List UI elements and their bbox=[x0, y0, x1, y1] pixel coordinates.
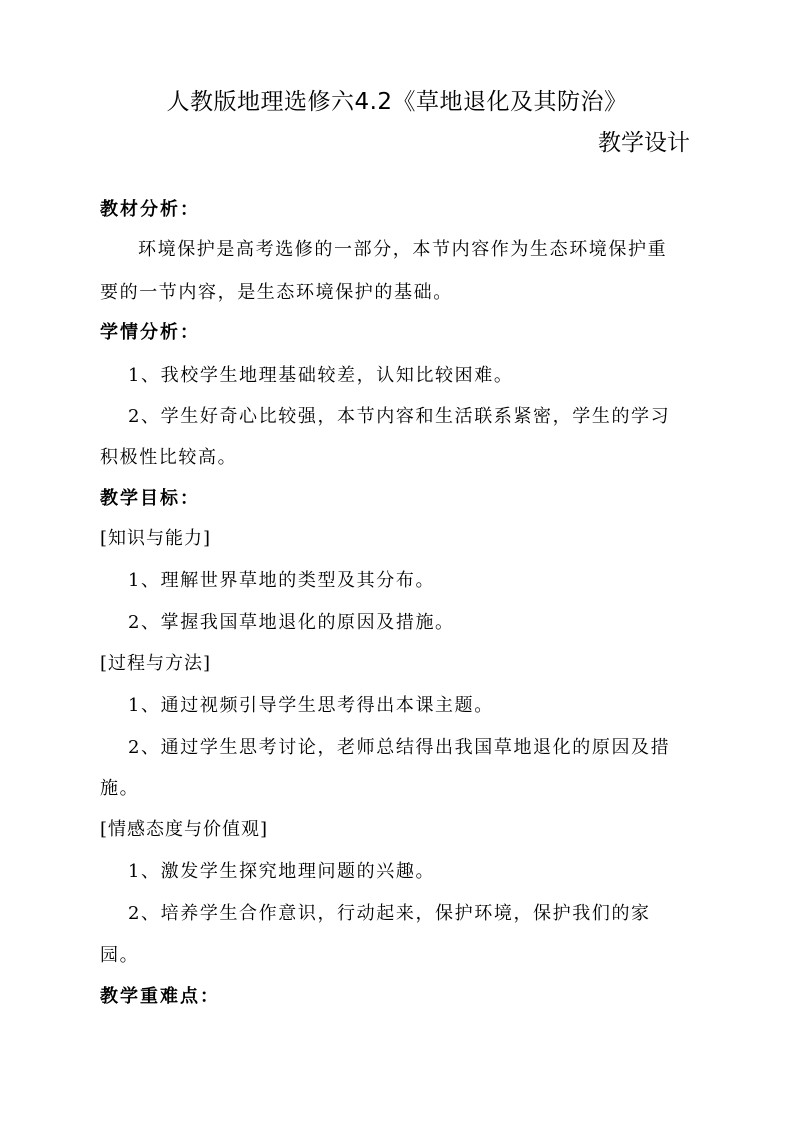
student-analysis-item1: 1、我校学生地理基础较差，认知比较困难。 bbox=[128, 365, 514, 386]
goals-emotion-item2-line1: 2、培养学生合作意识，行动起来，保护环境，保护我们的家 bbox=[128, 903, 651, 924]
goals-emotion-label: [情感态度与价值观] bbox=[100, 819, 269, 840]
student-analysis-item2-line2: 积极性比较高。 bbox=[100, 447, 238, 468]
goals-emotion-item2-line2: 园。 bbox=[100, 945, 140, 966]
goals-process-item2-line1: 2、通过学生思考讨论，老师总结得出我国草地退化的原因及措 bbox=[128, 737, 671, 758]
goals-process-item1: 1、通过视频引导学生思考得出本课主题。 bbox=[128, 695, 494, 716]
heading-material-analysis: 教材分析： bbox=[100, 199, 200, 220]
goals-process-item2-line2: 施。 bbox=[100, 778, 140, 799]
document-title: 人教版地理选修六4.2《草地退化及其防治》 bbox=[166, 89, 628, 115]
heading-key-points: 教学重难点： bbox=[100, 986, 220, 1007]
document-subtitle: 教学设计 bbox=[598, 130, 690, 156]
goals-knowledge-item1: 1、理解世界草地的类型及其分布。 bbox=[128, 570, 436, 591]
heading-teaching-goals: 教学目标： bbox=[100, 488, 200, 509]
goals-process-label: [过程与方法] bbox=[100, 653, 212, 674]
student-analysis-item2-line1: 2、学生好奇心比较强，本节内容和生活联系紧密，学生的学习 bbox=[128, 406, 671, 427]
material-analysis-text-line1: 环境保护是高考选修的一部分，本节内容作为生态环境保护重 bbox=[138, 239, 668, 260]
material-analysis-text-line2: 要的一节内容，是生态环境保护的基础。 bbox=[100, 282, 453, 303]
goals-knowledge-item2: 2、掌握我国草地退化的原因及措施。 bbox=[128, 612, 455, 633]
goals-emotion-item1: 1、激发学生探究地理问题的兴趣。 bbox=[128, 861, 436, 882]
goals-knowledge-label: [知识与能力] bbox=[100, 528, 212, 549]
heading-student-analysis: 学情分析： bbox=[100, 322, 200, 343]
